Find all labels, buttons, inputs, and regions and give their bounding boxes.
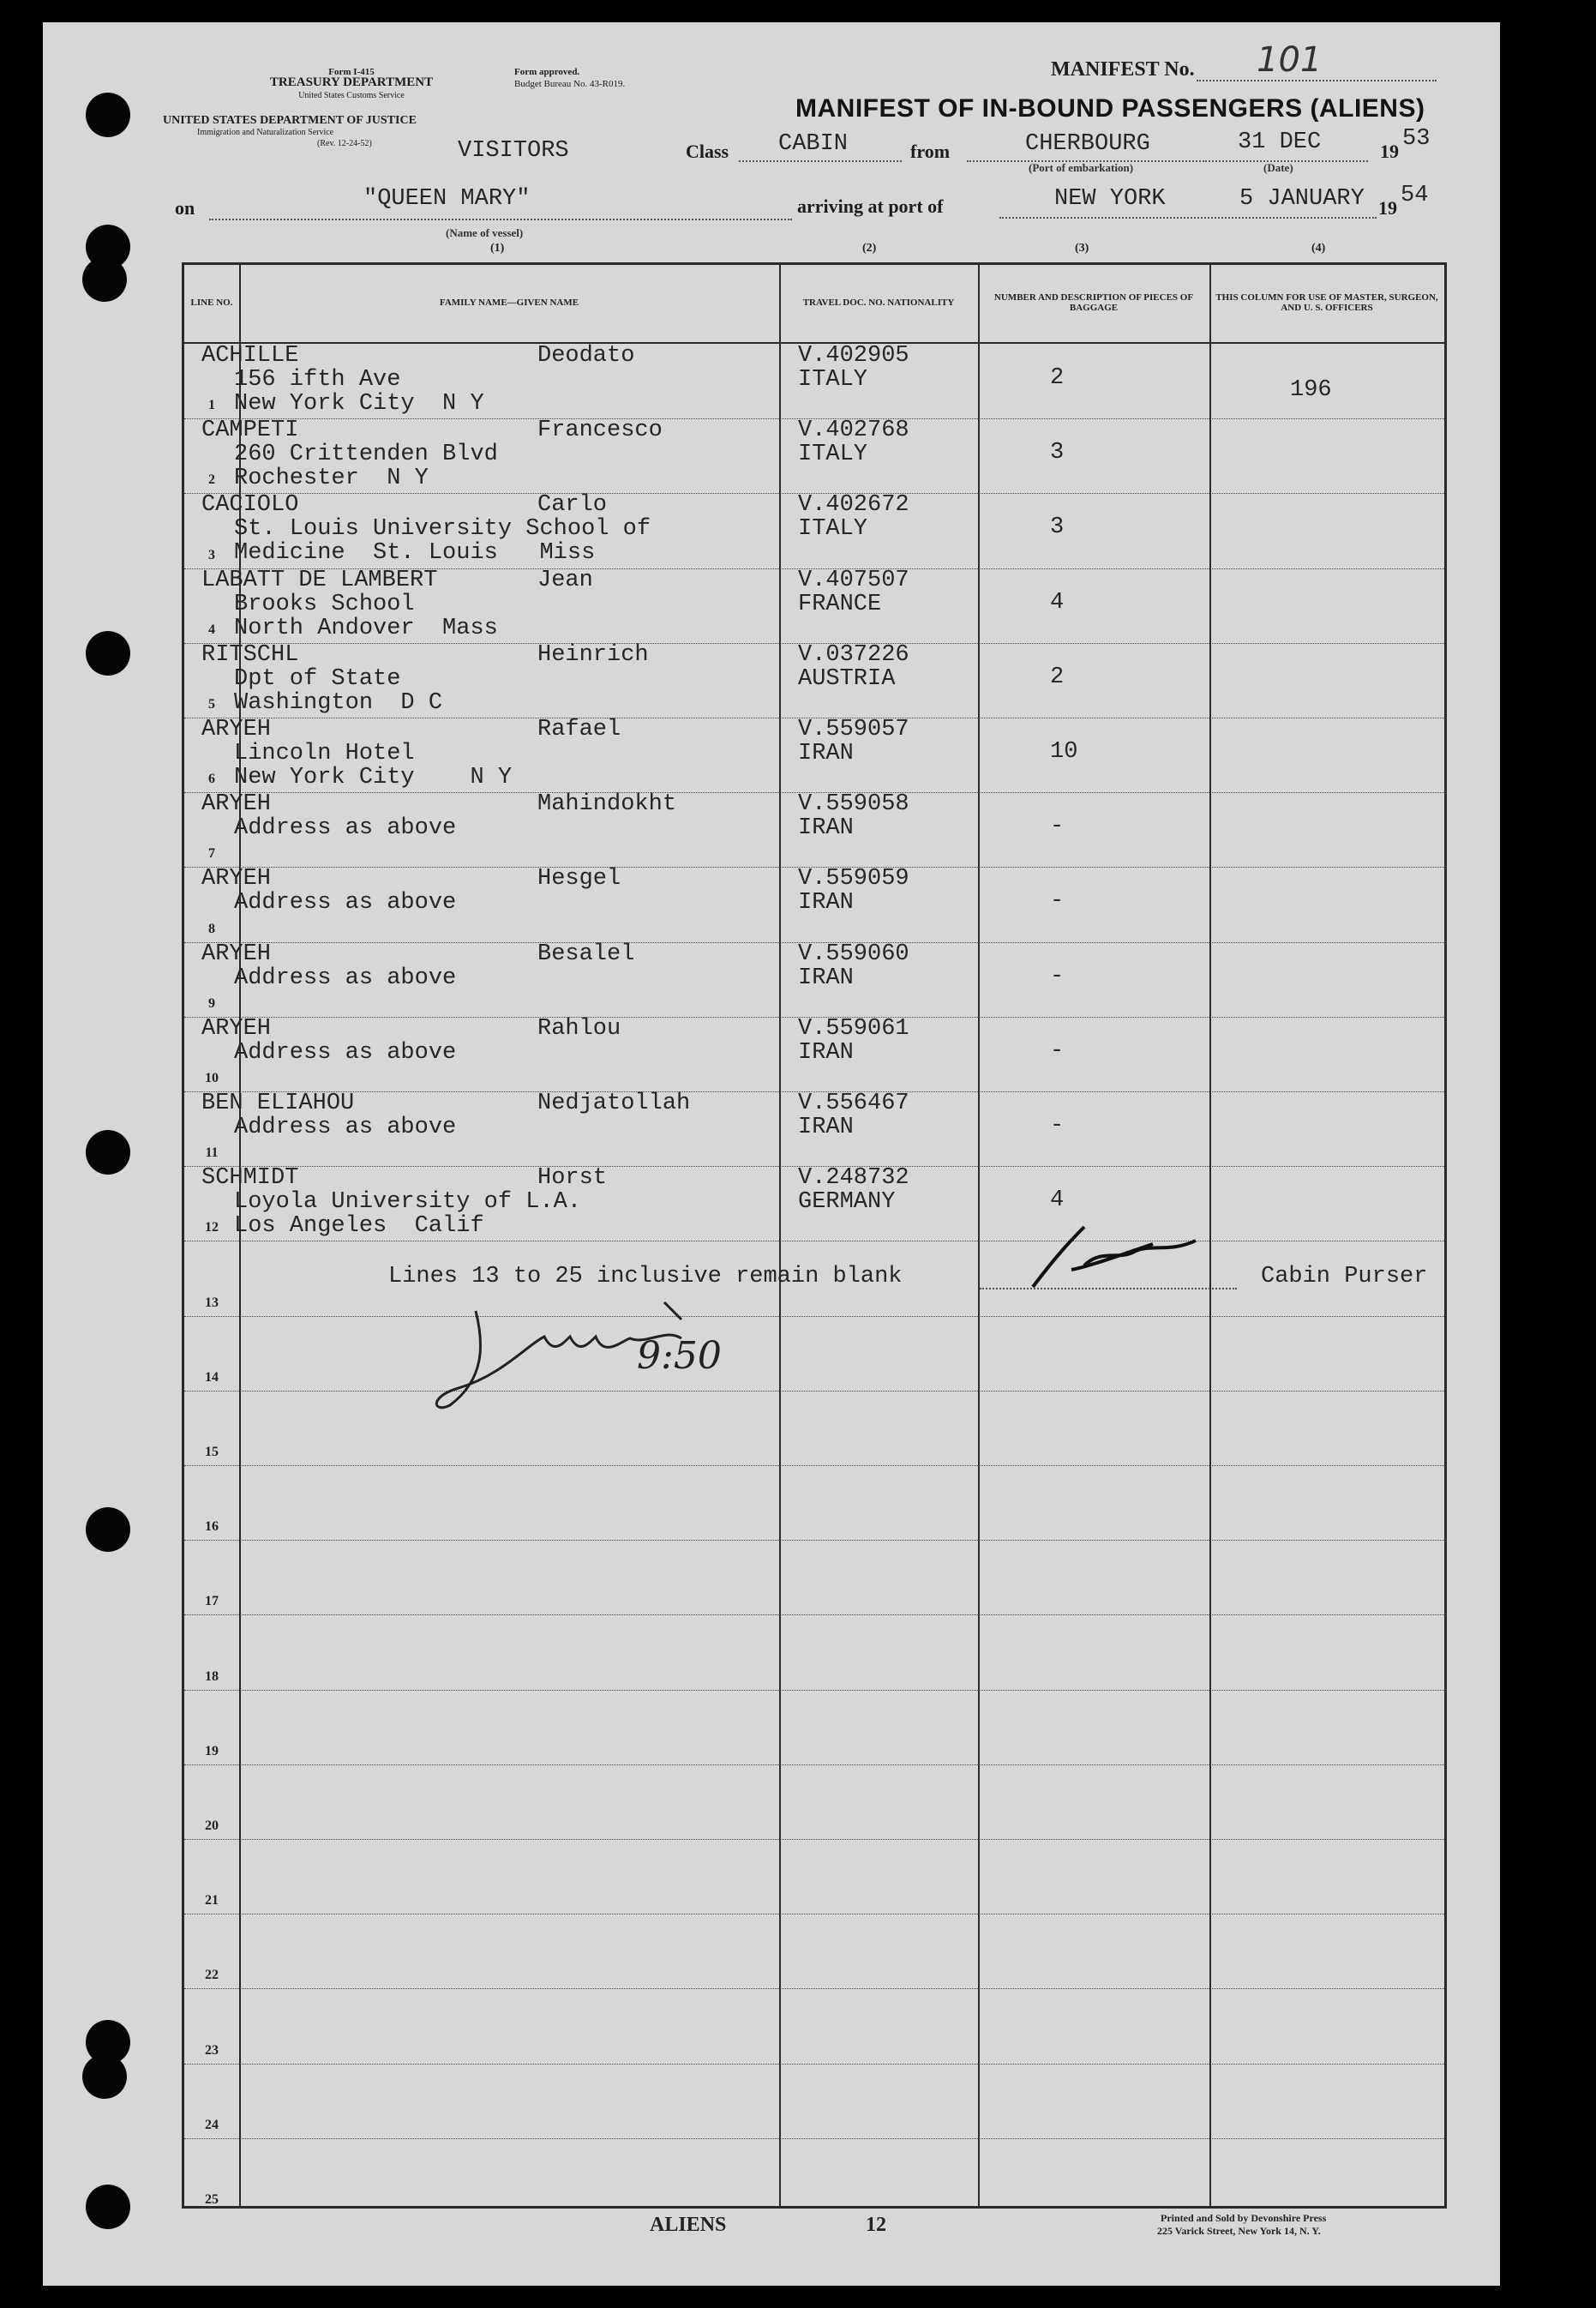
- th-line-no: LINE NO.: [190, 298, 233, 308]
- travel-doc-no: V.402672: [798, 492, 909, 519]
- baggage-count: 4: [1050, 589, 1065, 616]
- blank-lines-note: Lines 13 to 25 inclusive remain blank: [388, 1264, 903, 1289]
- row-rule: [184, 1391, 1444, 1392]
- baggage-count: -: [1050, 888, 1065, 915]
- line-number: 12: [205, 1220, 219, 1235]
- travel-doc-no: V.037226: [798, 641, 909, 668]
- vessel-name: "QUEEN MARY": [363, 186, 531, 212]
- family-name: ACHILLE: [201, 343, 299, 369]
- footer-aliens: ALIENS: [650, 2214, 727, 2236]
- line-number: 5: [208, 697, 215, 712]
- col-number-2: (2): [862, 242, 877, 255]
- row-rule: [184, 1241, 1444, 1242]
- row-rule: [184, 1316, 1444, 1318]
- given-name: Nedjatollah: [537, 1091, 691, 1116]
- travel-doc-no: V.559060: [798, 941, 909, 967]
- table-row: [184, 792, 1444, 867]
- nationality: IRAN: [798, 815, 854, 842]
- line-number: 3: [208, 547, 215, 562]
- family-name: CAMPETI: [201, 418, 299, 444]
- line-number: 23: [205, 2042, 219, 2058]
- address-line-2: Rochester N Y: [234, 466, 429, 492]
- line-number: 1: [208, 398, 215, 413]
- baggage-count: 10: [1050, 739, 1078, 765]
- line-number: 7: [208, 846, 215, 862]
- family-name: SCHMIDT: [201, 1165, 299, 1192]
- address-line-1: Address as above: [234, 1039, 457, 1066]
- nationality: IRAN: [798, 741, 854, 766]
- manifest-label: MANIFEST No.: [1051, 58, 1195, 81]
- given-name: Hesgel: [537, 866, 621, 893]
- line-number: 14: [205, 1369, 219, 1385]
- vessel-dotline: [209, 218, 792, 220]
- given-name: Rahlou: [537, 1015, 621, 1042]
- line-number: 4: [208, 622, 215, 637]
- family-name: ARYEH: [201, 717, 272, 742]
- line-number: 17: [205, 1594, 219, 1609]
- line-number: 8: [208, 921, 215, 936]
- from-value: CHERBOURG: [1025, 131, 1150, 157]
- family-name: ARYEH: [201, 791, 272, 818]
- punch-hole: [86, 93, 130, 137]
- travel-doc-no: V.407507: [798, 567, 909, 593]
- inspector-time: 9:50: [637, 1334, 722, 1378]
- given-name: Rafael: [537, 717, 621, 742]
- table-row: [184, 568, 1444, 643]
- given-name: Horst: [537, 1165, 608, 1192]
- treasury-dept: TREASURY DEPARTMENT: [269, 75, 434, 89]
- punch-hole: [86, 2185, 130, 2229]
- from-label: from: [910, 141, 951, 162]
- address-line-1: Address as above: [234, 965, 457, 991]
- col-number-1: (1): [490, 242, 505, 255]
- on-label: on: [175, 197, 195, 219]
- row-rule: [184, 2138, 1444, 2140]
- travel-doc-no: V.559059: [798, 866, 909, 893]
- travel-doc-no: V.248732: [798, 1165, 909, 1192]
- customs-service: United States Customs Service: [298, 91, 405, 100]
- th-baggage: NUMBER AND DESCRIPTION OF PIECES OF BAGGAGE: [993, 292, 1194, 313]
- family-name: ARYEH: [201, 941, 272, 967]
- date-caption: (Date): [1263, 161, 1293, 174]
- family-name: CACIOLO: [201, 492, 299, 519]
- officer-note: 196: [1290, 377, 1332, 403]
- class-dotline: [739, 159, 902, 162]
- table-row: [184, 942, 1444, 1017]
- passenger-table: [182, 262, 1447, 2209]
- table-row: [184, 1166, 1444, 1241]
- given-name: Jean: [537, 567, 593, 593]
- address-line-1: Address as above: [234, 1115, 457, 1140]
- year-suffix: 53: [1402, 126, 1431, 152]
- ins: Immigration and Naturalization Service: [197, 128, 334, 137]
- row-rule: [184, 2064, 1444, 2065]
- nationality: ITALY: [798, 442, 868, 468]
- embarkation-caption: (Port of embarkation): [1029, 161, 1134, 174]
- nationality: ITALY: [798, 516, 868, 543]
- table-row: [184, 1091, 1444, 1166]
- arrival-year-prefix: 19: [1378, 197, 1397, 219]
- address-line-2: New York City N Y: [234, 765, 513, 790]
- printer-line-1: Printed and Sold by Devonshire Press: [1161, 2212, 1327, 2224]
- given-name: Besalel: [537, 941, 635, 967]
- line-number: 24: [205, 2117, 219, 2132]
- justice-dept: UNITED STATES DEPARTMENT OF JUSTICE: [163, 114, 417, 127]
- address-line-1: 156 ifth Ave: [234, 367, 401, 393]
- given-name: Francesco: [537, 418, 663, 444]
- address-line-2: Medicine St. Louis Miss: [234, 540, 596, 567]
- family-name: BEN ELIAHOU: [201, 1091, 355, 1116]
- table-row: [184, 344, 1444, 418]
- purser-label: Cabin Purser: [1261, 1264, 1428, 1289]
- baggage-count: -: [1050, 1113, 1065, 1139]
- line-number: 9: [208, 995, 215, 1011]
- address-line-1: 260 Crittenden Blvd: [234, 442, 498, 468]
- line-number: 2: [208, 472, 215, 488]
- travel-doc-no: V.402768: [798, 418, 909, 444]
- punch-hole: [82, 2054, 127, 2099]
- line-number: 21: [205, 1893, 219, 1908]
- baggage-count: -: [1050, 1037, 1065, 1064]
- address-line-1: Brooks School: [234, 591, 415, 617]
- address-line-2: Washington D C: [234, 689, 443, 716]
- nationality: IRAN: [798, 1115, 854, 1140]
- line-number: 18: [205, 1668, 219, 1684]
- family-name: ARYEH: [201, 1015, 272, 1042]
- nationality: IRAN: [798, 1039, 854, 1066]
- row-rule: [184, 1839, 1444, 1841]
- nationality: ITALY: [798, 367, 868, 393]
- line-number: 20: [205, 1818, 219, 1833]
- purser-signature: [1024, 1218, 1213, 1304]
- family-name: RITSCHL: [201, 641, 299, 668]
- given-name: Carlo: [537, 492, 608, 519]
- line-number: 15: [205, 1445, 219, 1459]
- punch-hole: [86, 631, 130, 676]
- punch-hole: [86, 1130, 130, 1175]
- address-line-1: St. Louis University School of: [234, 516, 651, 543]
- baggage-count: -: [1050, 814, 1065, 840]
- nationality: IRAN: [798, 965, 854, 991]
- nationality: FRANCE: [798, 591, 882, 617]
- baggage-count: 3: [1050, 514, 1065, 541]
- line-number: 25: [205, 2192, 219, 2207]
- row-rule: [184, 1614, 1444, 1616]
- arrival-date: 5 JANUARY: [1239, 186, 1365, 212]
- table-row: [184, 867, 1444, 941]
- table-row: [184, 418, 1444, 493]
- address-line-1: Address as above: [234, 890, 457, 917]
- class-value: CABIN: [778, 131, 849, 157]
- col-number-3: (3): [1075, 242, 1089, 255]
- row-rule: [184, 1465, 1444, 1467]
- nationality: AUSTRIA: [798, 665, 896, 692]
- address-line-1: Loyola University of L.A.: [234, 1189, 582, 1216]
- arrival-port: NEW YORK: [1054, 186, 1166, 212]
- family-name: ARYEH: [201, 866, 272, 893]
- vessel-caption: (Name of vessel): [446, 226, 524, 239]
- arrival-dotline: [999, 216, 1377, 219]
- arriving-label: arriving at port of: [797, 195, 944, 217]
- form-number: Form I-415: [328, 67, 375, 77]
- table-row: [184, 493, 1444, 568]
- row-rule: [184, 1690, 1444, 1692]
- given-name: Deodato: [537, 343, 635, 369]
- budget-bureau: Budget Bureau No. 43-R019.: [514, 79, 626, 89]
- table-row: [184, 718, 1444, 792]
- given-name: Mahindokht: [537, 791, 677, 818]
- class-label: Class: [686, 141, 729, 162]
- line-number: 11: [205, 1145, 219, 1161]
- nationality: GERMANY: [798, 1189, 896, 1216]
- col-number-4: (4): [1311, 242, 1326, 255]
- travel-doc-no: V.556467: [798, 1091, 909, 1116]
- revision-date: (Rev. 12-24-52): [317, 139, 372, 148]
- row-rule: [184, 1988, 1444, 1990]
- line-number: 6: [208, 772, 215, 787]
- row-rule: [184, 1540, 1444, 1542]
- page-title: MANIFEST OF IN-BOUND PASSENGERS (ALIENS): [795, 94, 1425, 123]
- address-line-1: Address as above: [234, 815, 457, 842]
- manifest-number: 101: [1257, 40, 1323, 80]
- nationality: IRAN: [798, 890, 854, 917]
- address-line-1: Lincoln Hotel: [234, 741, 415, 766]
- footer-page: 12: [866, 2214, 886, 2236]
- th-name: FAMILY NAME—GIVEN NAME: [439, 298, 579, 308]
- travel-doc-no: V.559058: [798, 791, 909, 818]
- th-officers: THIS COLUMN FOR USE OF MASTER, SURGEON, AND U. S. OFFICERS: [1215, 292, 1438, 313]
- travel-doc-no: V.559057: [798, 717, 909, 742]
- travel-doc-no: V.402905: [798, 343, 909, 369]
- baggage-count: 2: [1050, 664, 1065, 690]
- address-line-2: North Andover Mass: [234, 615, 498, 641]
- th-travel-doc: TRAVEL DOC. NO. NATIONALITY: [802, 298, 955, 308]
- line-number: 16: [205, 1519, 219, 1535]
- year-prefix: 19: [1380, 141, 1399, 162]
- table-row: [184, 643, 1444, 718]
- address-line-2: Los Angeles Calif: [234, 1213, 484, 1240]
- family-name: LABATT DE LAMBERT: [201, 567, 438, 593]
- baggage-count: -: [1050, 963, 1065, 989]
- address-line-1: Dpt of State: [234, 665, 401, 692]
- arrival-year-suffix: 54: [1401, 183, 1429, 208]
- punch-hole: [82, 257, 127, 302]
- baggage-count: 2: [1050, 365, 1065, 391]
- line-number: 19: [205, 1743, 219, 1758]
- visitors-stamp: VISITORS: [458, 138, 569, 164]
- row-rule: [184, 1914, 1444, 1915]
- form-approved: Form approved.: [514, 67, 580, 77]
- line-number: 10: [205, 1071, 219, 1085]
- line-number: 22: [205, 1968, 219, 1983]
- baggage-count: 3: [1050, 440, 1065, 466]
- table-row: [184, 1017, 1444, 1091]
- punch-hole: [86, 1507, 130, 1552]
- given-name: Heinrich: [537, 641, 649, 668]
- printer-line-2: 225 Varick Street, New York 14, N. Y.: [1157, 2225, 1321, 2237]
- line-number: 13: [205, 1295, 219, 1310]
- baggage-count: 4: [1050, 1187, 1065, 1214]
- address-line-2: New York City N Y: [234, 391, 484, 417]
- travel-doc-no: V.559061: [798, 1015, 909, 1042]
- departure-date: 31 DEC: [1238, 129, 1322, 155]
- row-rule: [184, 1764, 1444, 1766]
